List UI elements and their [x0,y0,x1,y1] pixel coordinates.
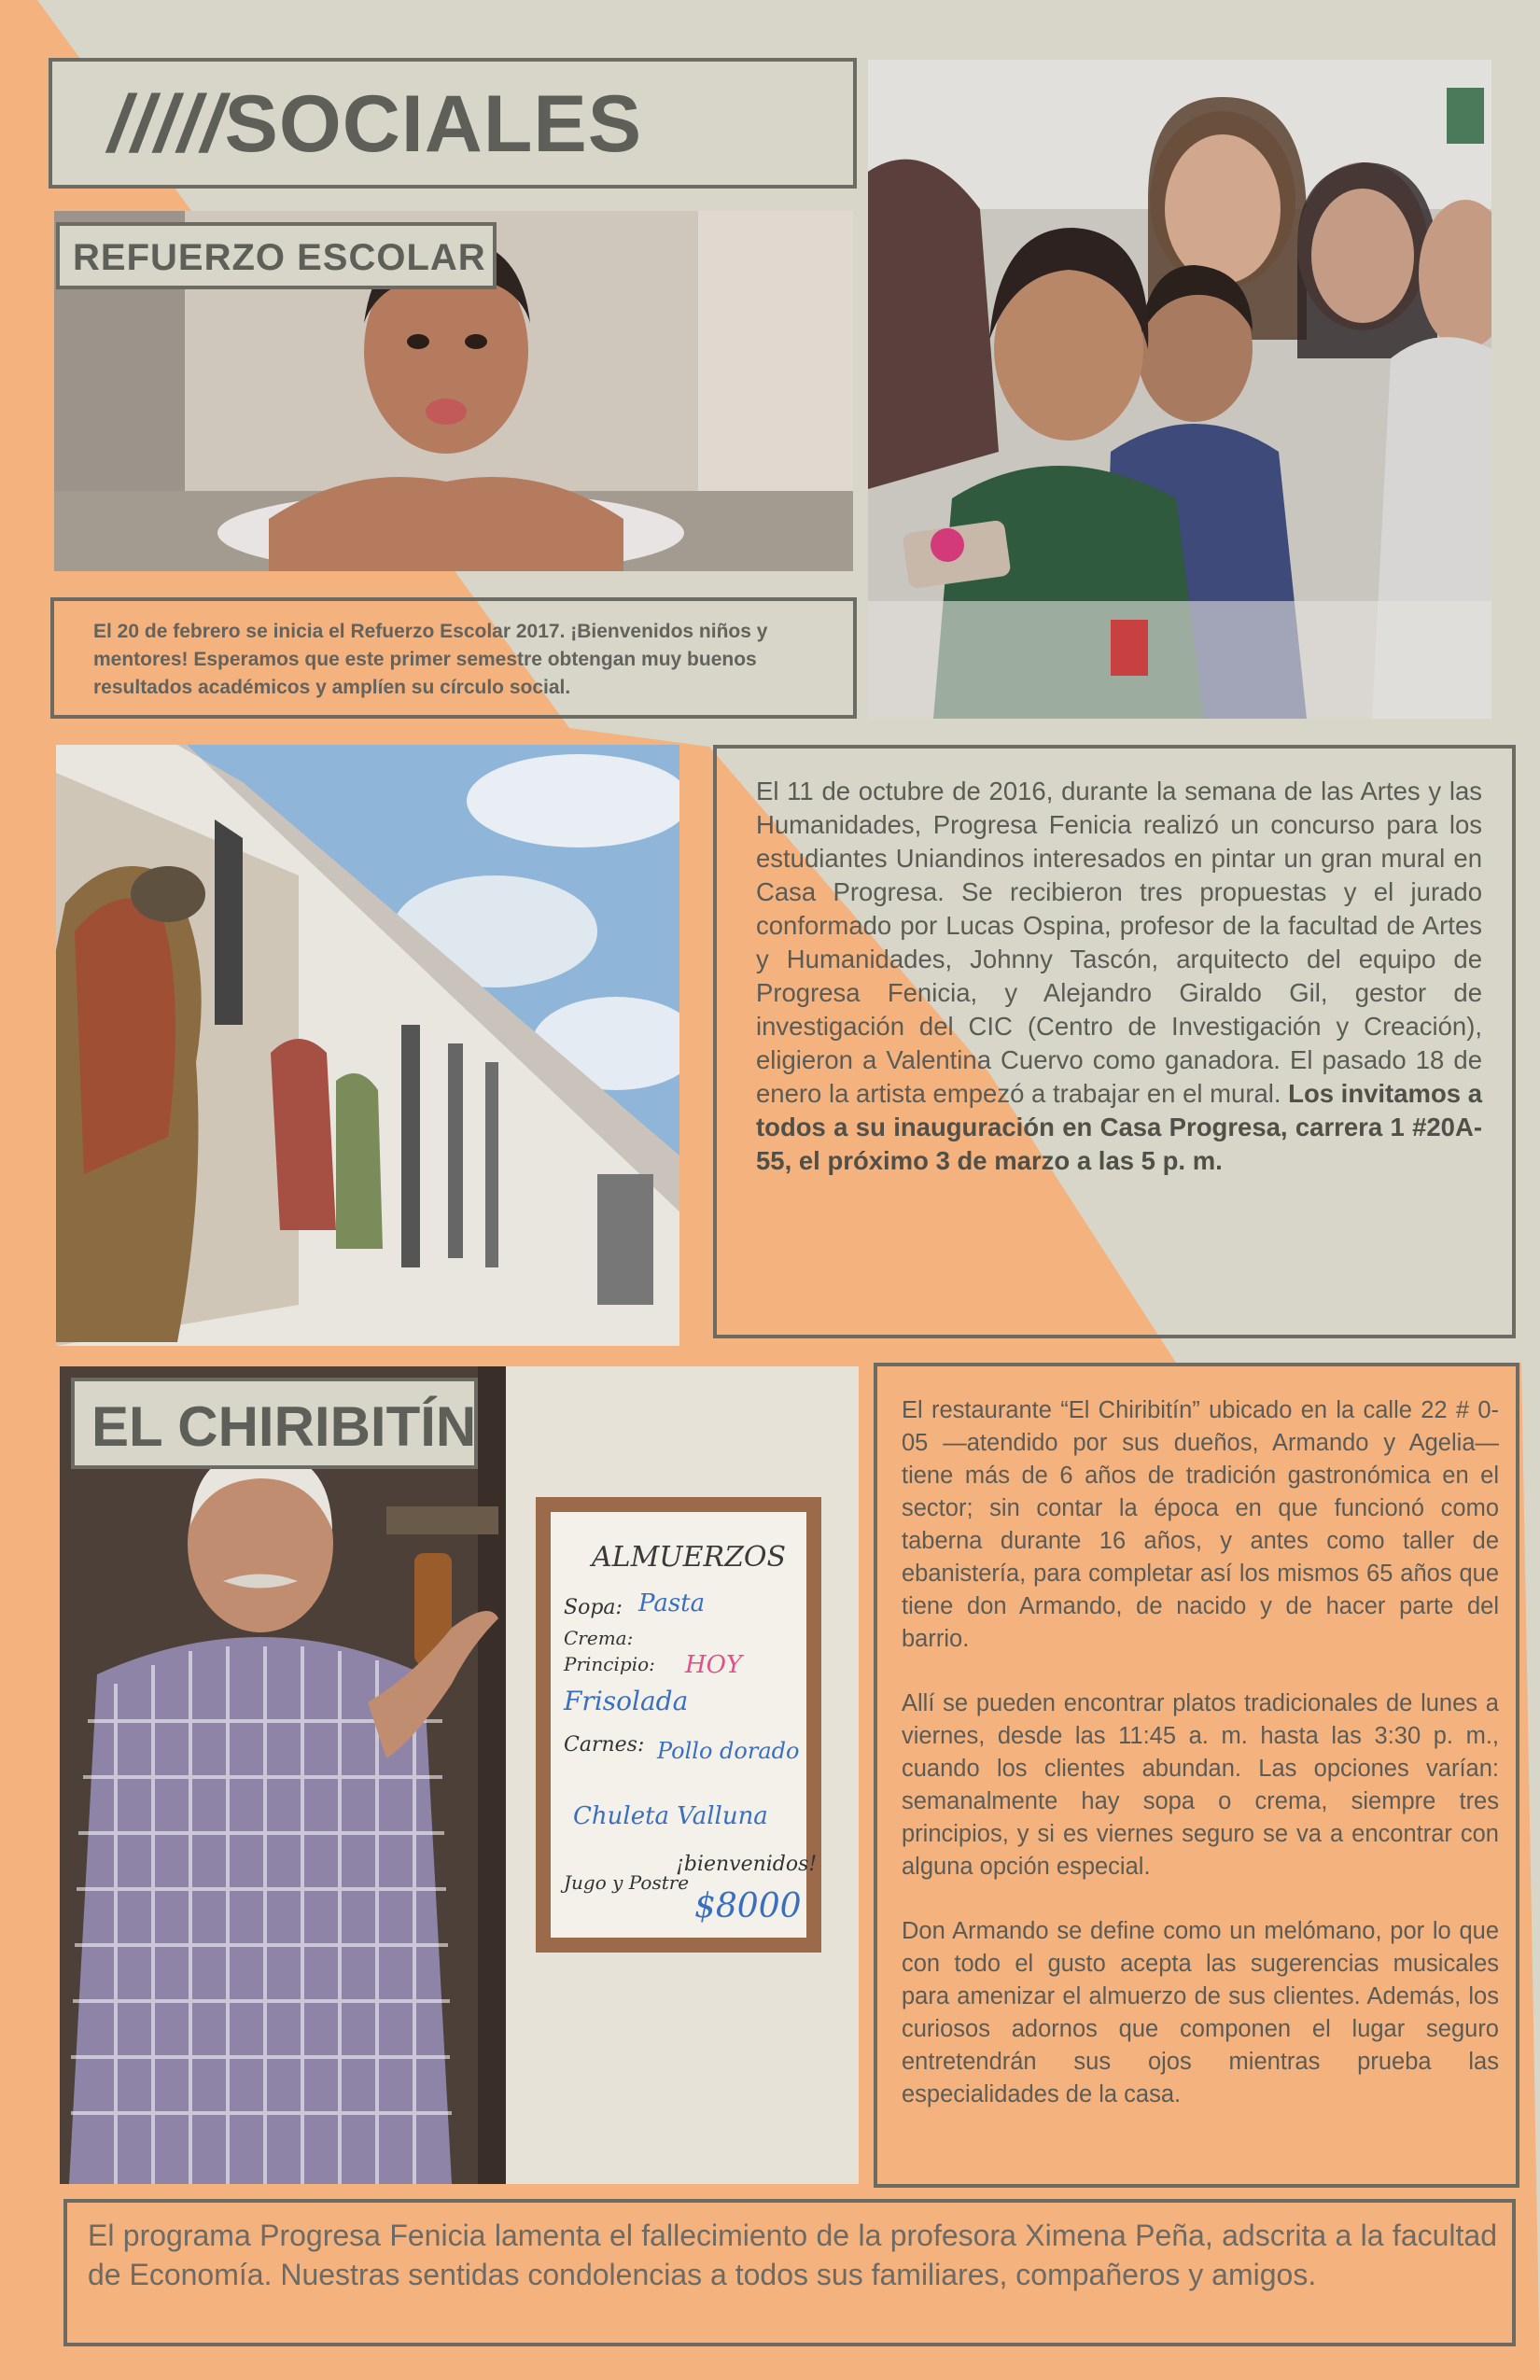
menu-sopa-label: Sopa: [564,1596,623,1619]
refuerzo-label-box [56,222,497,289]
chiribitin-paragraph: El restaurante “El Chiribitín” ubicado en la calle 22 # 0-05 —atendido por sus dueños, Armando y Agelia— tiene más de 6 años de tradición gastronómica en el sector; sin contar la época en que funcionó como taberna durante 16 años, y antes como taller de ebanistería, para completar así los mismos 65 años que tiene don Armando, de nacido y de hacer parte del barrio. [902,1397,1499,1652]
refuerzo-heading: REFUERZO ESCOLAR [73,237,486,278]
mural-article-box [713,745,1516,1338]
condolence-box [63,2199,1516,2346]
section-header [49,58,857,189]
title-slashes: ///// [108,79,225,169]
menu-jugo: Jugo y Postre [564,1871,690,1894]
chiribitin-label-box [71,1378,478,1469]
chiribitin-heading: EL CHIRIBITÍN [91,1395,477,1458]
chiribitin-paragraph: Allí se pueden encontrar platos tradicionales de lunes a viernes, desde las 11:45 a. m. hasta las 3:30 p. m., cuando los clientes abundan. Las opciones varían: semanalmente hay sopa o crema, siempre tres principios, y si es viernes seguro se va a encontrar con alguna opción especial. [902,1690,1499,1880]
menu-chuleta: Chuleta Valluna [573,1802,768,1830]
menu-carnes-value: Pollo dorado [657,1738,800,1764]
menu-frisolada: Frisolada [564,1686,689,1716]
title-text: SOCIALES [224,79,643,169]
mural-article-regular: El 11 de octubre de 2016, durante la semana de las Artes y las Humanidades, Progresa Fenicia realizó un concurso para los estudiantes Uniandinos interesados en pintar un gran mural en Casa Progresa. Se recibieron tres propuestas y el jurado conformado por Lucas Ospina, profesor de la facultad de Artes y Humanidades, Johnny Tascón, arquitecto del equipo de Progresa Fenicia, y Alejandro Giraldo Gil, gestor de investigación del CIC (Centro de Investigación y Creación), eligieron a Valentina Cuervo como ganadora. El pasado 18 de enero la artista empezó a trabajar en el mural. [756,777,1482,1108]
menu-title: ALMUERZOS [592,1541,787,1574]
selfie-group-photo [868,60,1491,719]
menu-bienvenidos: ¡bienvenidos! [676,1853,818,1876]
menu-price: $8000 [694,1887,802,1925]
page-title [108,78,642,171]
mural-article-bold: Los invitamos a todos a su inauguración en Casa Progresa, carrera 1 #20A-55, el próximo 3 de marzo a las 5 p. m. [756,1079,1482,1175]
mural-article-text [756,775,1482,1178]
refuerzo-caption: El 20 de febrero se inicia el Refuerzo Escolar 2017. ¡Bienvenidos niños y mentores! Esperamos que este primer semestre obtengan muy buenos resultados académicos y amplíen su círculo social. [93,621,768,698]
menu-sopa-value: Pasta [638,1589,706,1617]
mural-photo [56,745,679,1346]
menu-carnes-label: Carnes: [564,1733,645,1757]
menu-principio-label: Principio: [564,1653,655,1675]
chiribitin-article-text [902,1394,1499,2143]
chiribitin-paragraph: Don Armando se define como un melómano, por lo que con todo el gusto acepta las sugerencias musicales para amenizar el almuerzo de sus clientes. Además, los curiosos adornos que componen el lugar seguro entretendrán sus ojos mientras prueba las especialidades de la casa. [902,1918,1499,2107]
condolence-text: El programa Progresa Fenicia lamenta el fallecimiento de la profesora Ximena Peña, adscrita a la facultad de Economía. Nuestras sentidas condolencias a todos sus familiares, compañeros y amigos. [88,2219,1497,2291]
menu-principio-value: HOY [685,1651,743,1679]
menu-crema-label: Crema: [564,1627,634,1649]
chiribitin-article-box [874,1363,1519,2188]
refuerzo-caption-box [50,597,857,719]
chiribitin-photo-owner [60,1366,859,2184]
